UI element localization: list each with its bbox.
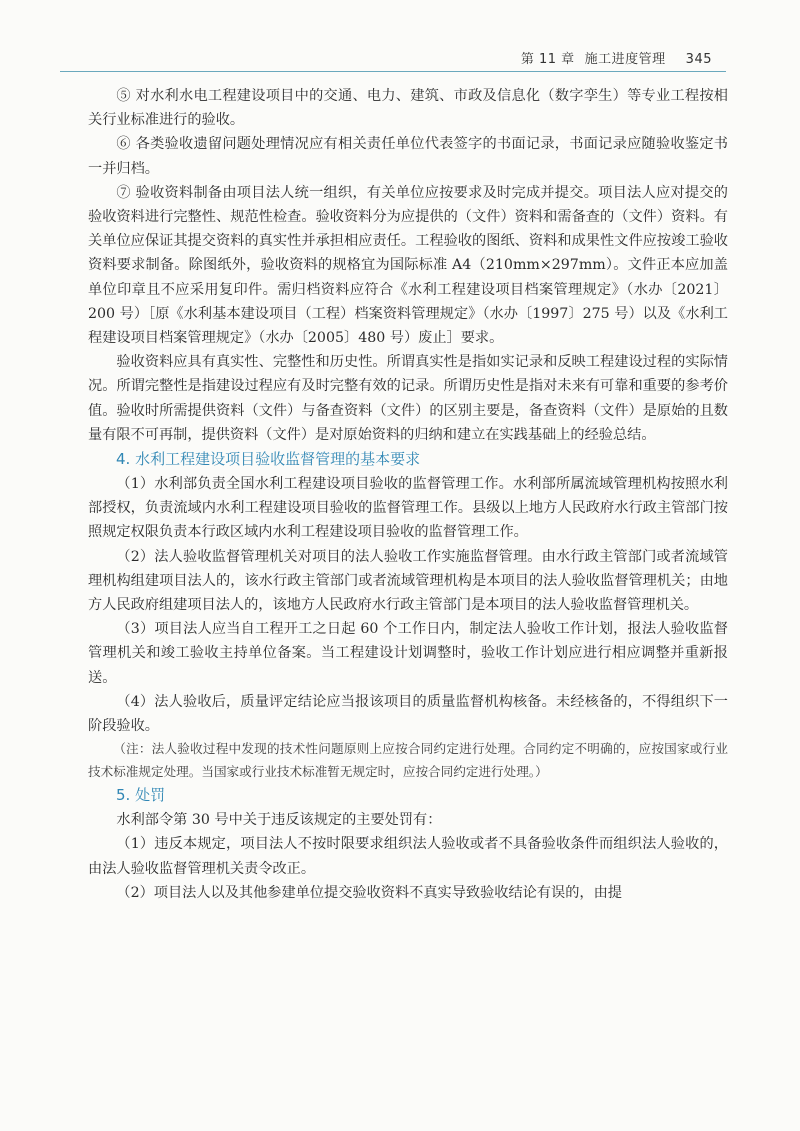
header-rule [60, 71, 726, 72]
paragraph-penalty-2: （2）项目法人以及其他参建单位提交验收资料不真实导致验收结论有误的，由提 [116, 884, 622, 901]
paragraph-item-5: ⑤ 对水利水电工程建设项目中的交通、电力、建筑、市政及信息化（数字孪生）等专业工程按相关行业标准进行的验收。 [88, 88, 728, 129]
paragraph-req-4: （4）法人验收后，质量评定结论应当报该项目的质量监督机构核备。未经核备的，不得组织下一阶段验收。 [88, 693, 728, 735]
paragraph-item-7: ⑦ 验收资料制备由项目法人统一组织，有关单位应按要求及时完成并提交。项目法人应对提交的验收资料进行完整性、规范性检查。验收资料分为应提供的（文件）资料和需备查的（文件）资料。有关单位应保证其提交资料的真实性并承担相应责任。工程验收的图纸、资料和成果性文件应按竣工验收资料要求制备。除图纸外，验收资料的规格宜为国际标准 A4（210mm×297mm）。文件正本应加盖单位印章且不应采用复印件。需归档资料应符合《水利工程建设项目档案管理规定》（水办〔2021〕200 号）［原《水利基本建设项目（工程）档案资料管理规定》（水办〔1997〕275 号）以及《水利工程建设项目档案管理规定》（水办〔2005〕480 号）废止］要求。 [88, 184, 728, 347]
paragraph-req-2: （2）法人验收监督管理机关对项目的法人验收工作实施监督管理。由水行政主管部门或者流域管理机构组建项目法人的，该水行政主管部门或者流域管理机构是本项目的法人验收监督管理机关；由地方人民政府组建项目法人的，该地方人民政府水行政主管部门是本项目的法人验收监督管理机关。 [88, 548, 728, 614]
section-heading-4: 4. 水利工程建设项目验收监督管理的基本要求 [116, 450, 421, 469]
chapter-title: 施工进度管理 [584, 52, 666, 67]
paragraph-penalty-intro: 水利部令第 30 号中关于违反该规定的主要处罚有： [116, 812, 442, 829]
page-body [88, 84, 728, 905]
paragraph-req-3: （3）项目法人应当自工程开工之日起 60 个工作日内，制定法人验收工作计划，报法人验收监督管理机关和竣工验收主持单位备案。当工程建设计划调整时，验收工作计划应进行相应调整并重新报送。 [88, 621, 728, 686]
paragraph-req-1: （1）水利部负责全国水利工程建设项目验收的监督管理工作。水利部所属流域管理机构按照水利部授权，负责流域内水利工程建设项目验收的监督管理工作。县级以上地方人民政府水行政主管部门按照规定权限负责本行政区域内水利工程建设项目验收的监督管理工作。 [88, 476, 728, 541]
running-head [521, 48, 712, 67]
paragraph-materials: 验收资料应具有真实性、完整性和历史性。所谓真实性是指如实记录和反映工程建设过程的实际情况。所谓完整性是指建设过程应有及时完整有效的记录。所谓历史性是指对未来有可靠和重要的参考价值。验收时所需提供资料（文件）与备查资料（文件）的区别主要是，备查资料（文件）是原始的且数量有限不可再制，提供资料（文件）是对原始资料的归纳和建立在实践基础上的经验总结。 [88, 354, 728, 443]
chapter-label: 第 11 章 [520, 52, 575, 67]
paragraph-item-6: ⑥ 各类验收遗留问题处理情况应有相关责任单位代表签字的书面记录，书面记录应随验收鉴定书一并归档。 [88, 136, 728, 177]
page-number: 345 [685, 52, 712, 67]
paragraph-penalty-1: （1）违反本规定，项目法人不按时限要求组织法人验收或者不具备验收条件而组织法人验收的，由法人验收监督管理机关责令改正。 [88, 836, 728, 877]
section-heading-5: 5. 处罚 [116, 786, 166, 805]
page-header [0, 0, 800, 70]
note-paragraph: （注：法人验收过程中发现的技术性问题原则上应按合同约定进行处理。合同约定不明确的，应按国家或行业技术标准规定处理。当国家或行业技术标准暂无规定时，应按合同约定进行处理。） [88, 741, 728, 779]
